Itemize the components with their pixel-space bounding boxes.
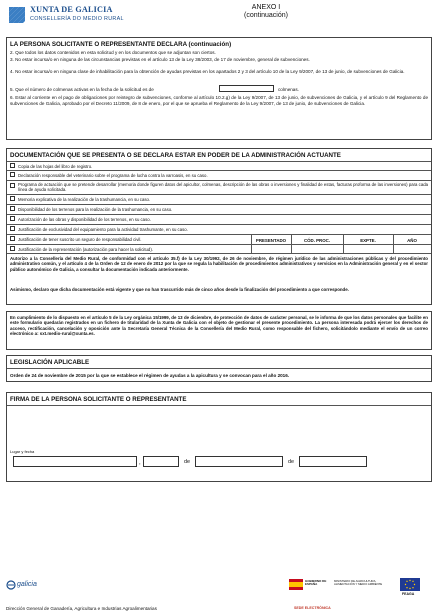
legislacion-text: Orden de 24 de noviembre de 2015 por la que se establece el régimen de ayudas a la apicultura y se convocan para el año 2016. [10, 373, 290, 378]
ano-firma-input[interactable] [299, 456, 367, 467]
mes-input[interactable] [195, 456, 283, 467]
xunta-title: XUNTA DE GALICIA [30, 5, 113, 14]
docs-title: DOCUMENTACIÓN QUE SE PRESENTA O SE DECLARA ESTAR EN PODER DE LA ADMINISTRACIÓN ACTUANTE [10, 152, 341, 159]
doc-checkbox-1[interactable] [10, 163, 15, 168]
legislacion-section [6, 355, 432, 382]
galicia-logo-icon [6, 580, 16, 590]
doc-checkbox-8[interactable] [10, 236, 15, 241]
firma-section [6, 392, 432, 482]
colmenas-input[interactable] [219, 85, 274, 92]
doc-item-3: Programa de actuación que se pretende desarrollar (memoria donde figuren datos del apicultor, colmenas, descripción de las obras o inversiones y finalidad de estas, facturas proforma de las inversiones) para cada línea de ayuda solicitada. [18, 182, 428, 193]
ministerio: MINISTERIO DE AGRICULTURA, ALIMENTACIÓN Y MEDIO AMBIENTE [334, 579, 383, 587]
col-expte: EXPTE. [360, 238, 376, 243]
sede-electronica: SEDE ELECTRÓNICA [294, 606, 331, 610]
col-cod-proc: CÓD. PROC. [303, 238, 331, 243]
doc-checkbox-4[interactable] [10, 196, 15, 201]
eu-flag-icon [400, 578, 420, 591]
annex-subtitle: (continuación) [244, 12, 288, 19]
declara-title: LA PERSONA SOLICITANTE O REPRESENTANTE DECLARA (continuación) [10, 41, 232, 48]
declara-item-4: 4. No estar incursa/o en ninguna clase de inhabilitación para la obtención de ayudas previstas en los apartados 2 y 3 del artículo 10 de la Ley 9/2007, de 13 de junio, de subvenciones de Galicia. [10, 69, 405, 74]
firma-title: FIRMA DE LA PERSONA SOLICITANTE O REPRESENTANTE [10, 396, 187, 403]
footer [0, 572, 438, 615]
firma-space[interactable] [9, 407, 429, 447]
col-ano: AÑO [407, 238, 417, 243]
conselleria-name: CONSELLERÍA DO MEDIO RURAL [30, 16, 124, 22]
gobierno-espana: GOBIERNO DE ESPAÑA [305, 579, 327, 587]
ano-input[interactable] [393, 245, 431, 253]
doc-item-2: Declaración responsable del veterinario sobre el programa de lucha contra la varroasis, en su caso. [18, 173, 208, 178]
doc-checkbox-3[interactable] [10, 183, 15, 188]
col-presentado: PRESENTADO [255, 238, 287, 243]
doc-checkbox-2[interactable] [10, 172, 15, 177]
declara-item-5-post: colmenas. [278, 87, 299, 92]
de-separator-2: de [288, 459, 294, 465]
declara-item-2: 2. Que todos los datos contenidos en esta solicitud y en los documentos que se adjuntan son ciertos. [10, 50, 216, 55]
lopd-text: En cumplimiento de lo dispuesto en el artículo 5 de la Ley orgánica 15/1999, de 13 de diciembre, de protección de datos de carácter personal, se le informa de que los datos personales que facilite en este formulario quedarán registrados en un fichero de titularidad de la Xunta de Galicia con el objeto de gestionar el presente procedimiento. La persona interesada podrá ejercer los derechos de acceso, rectificación, cancelación y oposición ante la Secretaría General Técnica de la Consellería del Medio Rural, como responsable del fichero, solicitándolo mediante el envío de un correo electrónico a: sxt.medio-rural@xunta.es. [10, 315, 428, 336]
declara-item-6: 6. Estar al corriente en el pago de obligaciones por reintegro de subvenciones, conforme al artículo 10.2.g) de la Ley 9/2007, de 13 de junio, de subvenciones de Galicia, y el artículo 9 del Reglamento de subvenciones de Galicia, aprobado por el Decreto 11/2009, de 8 de enero, por el que se aprueba el Reglamento de la Ley 9/2007, de 13 de junio, de subvenciones de Galicia. [10, 95, 428, 106]
asimismo-text: Asimismo, declaro que dicha documentación está vigente y que no han trascurrido más de cinco años desde la finalización del procedimiento a que corresponde. [10, 287, 349, 292]
lugar-input[interactable] [13, 456, 137, 467]
department-name: Dirección General de Ganadería, Agricultura e Industrias Agroalimentarias [6, 606, 157, 611]
lugar-fecha-label: Lugar y fecha [10, 449, 35, 454]
presentado-input[interactable] [251, 245, 291, 253]
doc-item-7: Justificación de exclusividad del equipamiento para la actividad trashumante, en su caso. [18, 227, 188, 232]
legislacion-title: LEGISLACIÓN APLICABLE [10, 359, 90, 366]
declara-item-3: 3. No estar incursa/o en ninguna de las circunstancias previstas en el artículo 13 de la Ley 38/2003, de 17 de noviembre, general de subvenciones. [10, 57, 310, 62]
annex-title: ANEXO I [251, 4, 281, 11]
docs-section [6, 148, 432, 305]
doc-checkbox-7[interactable] [10, 226, 15, 231]
declara-item-5-pre: 5. Que el número de colmenas activas en la fecha de la solicitud es de [10, 87, 154, 92]
doc-checkbox-6[interactable] [10, 216, 15, 221]
header [0, 0, 438, 32]
galicia-logo: galicia [17, 581, 37, 588]
doc-item-4: Memoria explicativa de la realización de la trashumancia, en su caso. [18, 197, 151, 202]
feaga: FEAGA [402, 592, 415, 596]
autorizo-text: Autorizo a la Consellería del Medio Rural, de conformidad con el artículo 35.f) de la Ley 30/1992, de 26 de noviembre, de régimen jurídico de las administraciones públicas y del procedimiento administrativo común, y el artículo 4 de la Orden de 12 de enero de 2012 por la que se regula la habilitación de procedimientos administrativos y servicios en la Administración general y en el sector público autonómico de Galicia, a consultar la documentación indicada anteriormente. [10, 256, 428, 272]
doc-item-9: Justificación de la representación (autorización para hacer la solicitud). [18, 247, 153, 252]
expte-input[interactable] [343, 245, 393, 253]
doc-item-5: Disponibilidad de los terrenos para la realización de la trashumancia, en su caso. [18, 207, 173, 212]
doc-checkbox-9[interactable] [10, 246, 15, 251]
cod-proc-input[interactable] [291, 245, 343, 253]
doc-checkbox-5[interactable] [10, 206, 15, 211]
spain-flag-icon [289, 579, 303, 590]
doc-item-1: Copia de las hojas del libro de registro. [18, 164, 93, 169]
dia-input[interactable] [143, 456, 179, 467]
de-separator-1: de [184, 459, 190, 465]
doc-item-8: Justificación de tener suscrito un seguro de responsabilidad civil. [18, 237, 142, 242]
doc-item-6: Autorización de las obras y disponibilidad de los terrenos, en su caso. [18, 217, 151, 222]
xunta-logo-icon [6, 4, 28, 26]
comma-separator: , [139, 460, 141, 466]
declara-section [6, 37, 432, 140]
lopd-section [6, 311, 432, 350]
